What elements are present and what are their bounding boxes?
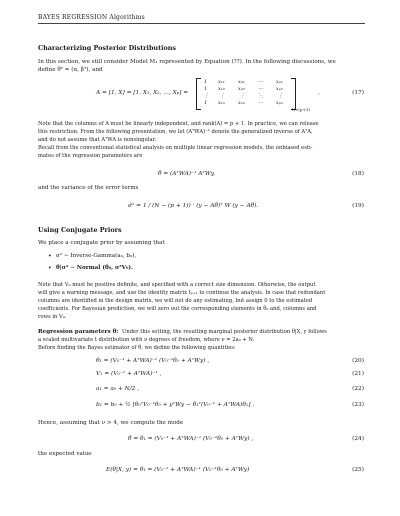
section-title-posterior: Characterizing Posterior Distributions xyxy=(38,44,176,52)
eq21-number: (21) xyxy=(352,371,364,377)
matrix-cell: ⋮ xyxy=(220,93,225,99)
para2-line2: this restriction. From the following presentation, we let (AᵀWA)⁻¹ denote the generalized inverse of AᵀA, xyxy=(38,129,313,135)
matrix-cell: x₁₂ xyxy=(218,86,225,92)
matrix-cell: xₚ₂ xyxy=(276,86,283,92)
para5-line2: will give a warning message, and use the identity matrix Iₚ₊₁ to continue the analysis. In case that redundant xyxy=(38,290,326,296)
bullet-dot-icon: • xyxy=(48,265,52,272)
para5-line4: coefficients. For Bayesian prediction, we will zero out the corresponding elements in θ₀ and, columns and xyxy=(38,306,317,312)
eq19-expr: σ̂² = 1 / (N − (p + 1)) · (y − Aθ̂)ᵀ W (y − Aθ̂). xyxy=(128,203,259,209)
para5-line5: rows in V₀. xyxy=(38,314,67,320)
matrix-cell: ⋮ xyxy=(240,93,245,99)
eq21-expr: V₁ = (V₀⁻¹ + AᵀWA)⁻¹ , xyxy=(96,371,162,377)
para1-line2: define θᵀ = (α, βᵀ), and xyxy=(38,67,103,73)
section-title-conjugate: Using Conjugate Priors xyxy=(38,226,122,234)
document-page: BAYES REGRESSION Algorithms Characterizing Posterior Distributions In this section, we still consider Model M₁ represented by Equation (??). In the following discussions, we define θᵀ = (α, βᵀ), and A = [1, X] = [1, X₁, X₂, …, Xₚ] = 1 x₁₁ x₂₁ ⋯ xₚ₁ 1 x₁₂ x₂₂ ⋯ xₚ₂ ⋮ ⋮ ⋮ ⋱ ⋮ 1 x₁ₙ x₂ₙ ⋯ xₚₙ N×(p+1) , (17) Note that the columns of A must be linearly independent, and rank(A) = p + 1. In practice, we can release this restriction. From the following presentation, we let (AᵀWA)⁻¹ denote the generalized inverse of AᵀA, and do not assume that AᵀWA is nonsingular. Recall from the conventional statistical analysis on multiple linear regression models, the unbiased esti- mates of the regression parameters are θ̂ = (AᵀWA)⁻¹ AᵀWy, (18) and the variance of the error terms σ̂² = 1 / (N − (p + 1)) · (y − Aθ̂)ᵀ W (y − Aθ̂). (19) Using Conjugate Priors We place a conjugate prior by assuming that • σ² ∼ Inverse-Gamma(a₀, b₀), • θ|σ² ∼ Normal (θ₀, σ²V₀). Note that V₀ must be positive definite, and specified with a correct size dimension. Otherwise, the output will give a warning message, and use the identity matrix Iₚ₊₁ to continue the analysis. In case that redundant columns are identified in the design matrix, we will not do any estimating, but assign 0 to the estimated coefficients. For Bayesian prediction, we will zero out the corresponding elements in θ₀ and, columns and rows in V₀. Regression parameters θ: Under this setting, the resulting marginal posterior distribution θ|X, y follows a scaled multivariate t distribution with ν degrees of freedom, where ν = 2a₀ + N. Before finding the Bayes estimator of θ, we define the following quantities: θ₁ = (V₀⁻¹ + AᵀWA)⁻¹ (V₀⁻¹θ₀ + AᵀWy) , (20) V₁ = (V₀⁻¹ + AᵀWA)⁻¹ , (21) a₁ = a₀ + N/2 , (22) b₁ = b₀ + ½ [θ₀ᵀV₀⁻¹θ₀ + yᵀWy − θ₁ᵀ(V₀⁻¹ + AᵀWA)θ₁] . (23) Hence, assuming that ν > 4, we compute the mode θ̃ = θ₁ = (V₀⁻¹ + AᵀWA)⁻¹ (V₀⁻¹θ₀ + AᵀWy) , (24) the expected value E(θ|X, y) = θ₁ = (V₀⁻¹ + AᵀWA)⁻¹ (V₀⁻¹θ₀ + AᵀWy) (25) xyxy=(38,14,364,473)
eq18-expr: θ̂ = (AᵀWA)⁻¹ AᵀWy, xyxy=(158,171,216,177)
matrix-cell: x₂₁ xyxy=(238,79,245,85)
eq19-number: (19) xyxy=(352,203,364,209)
design-matrix xyxy=(196,78,310,112)
prior-theta: θ|σ² ∼ Normal (θ₀, σ²V₀). xyxy=(56,265,134,271)
matrix-cell: ⋯ xyxy=(258,79,263,85)
matrix-cell: ⋯ xyxy=(258,100,263,106)
prior-sigma: σ² ∼ Inverse-Gamma(a₀, b₀), xyxy=(56,253,137,259)
matrix-cell: 1 xyxy=(204,79,208,85)
matrix-cell: 1 xyxy=(204,86,208,92)
para1-line1: In this section, we still consider Model M₁ represented by Equation (??). In the following discussions, we xyxy=(38,59,336,65)
eq22-expr: a₁ = a₀ + N/2 , xyxy=(96,386,140,392)
para8: the expected value xyxy=(38,451,92,457)
para5-line1: Note that V₀ must be positive definite, and specified with a correct size dimension. Otherwise, the output xyxy=(38,282,316,288)
para6-line2: a scaled multivariate t distribution with ν degrees of freedom, where ν = 2a₀ + N. xyxy=(38,337,255,343)
para5-line3: columns are identified in the design matrix, we will not do any estimating, but assign 0 to the estimated xyxy=(38,298,313,304)
running-head: BAYES REGRESSION Algorithms xyxy=(38,14,145,21)
para2-line3: and do not assume that AᵀWA is nonsingular. xyxy=(38,137,157,143)
para2-line4: Recall from the conventional statistical analysis on multiple linear regression models, the unbiased esti- xyxy=(38,145,313,151)
para2-line5: mates of the regression parameters are xyxy=(38,153,143,159)
matrix-left-bracket xyxy=(196,78,201,110)
para7: Hence, assuming that ν > 4, we compute the mode xyxy=(38,420,184,426)
bullet-dot-icon: • xyxy=(48,253,52,260)
matrix-cell: x₂₂ xyxy=(238,86,245,92)
para2-line1: Note that the columns of A must be linearly independent, and rank(A) = p + 1. In practice, we can release xyxy=(38,121,319,127)
eq20-expr: θ₁ = (V₀⁻¹ + AᵀWA)⁻¹ (V₀⁻¹θ₀ + AᵀWy) , xyxy=(96,358,210,364)
eq25-number: (25) xyxy=(352,467,364,473)
matrix-right-bracket xyxy=(291,78,296,110)
eq18-number: (18) xyxy=(352,171,364,177)
matrix-cell: x₁ₙ xyxy=(218,100,225,106)
para4: We place a conjugate prior by assuming that xyxy=(38,240,165,246)
matrix-cell: 1 xyxy=(204,100,208,106)
matrix-cell: ⋮ xyxy=(204,93,209,99)
eq17-lhs: A = [1, X] = [1, X₁, X₂, …, Xₚ] = xyxy=(96,90,189,96)
eq24-number: (24) xyxy=(352,436,364,442)
eq23-number: (23) xyxy=(352,402,364,408)
eq24-expr: θ̃ = θ₁ = (V₀⁻¹ + AᵀWA)⁻¹ (V₀⁻¹θ₀ + AᵀWy) , xyxy=(128,436,254,442)
eq17-number: (17) xyxy=(352,90,364,96)
para3: and the variance of the error terms xyxy=(38,185,139,191)
para6-line3: Before finding the Bayes estimator of θ, we define the following quantities: xyxy=(38,345,236,351)
eq25-expr: E(θ|X, y) = θ₁ = (V₀⁻¹ + AᵀWA)⁻¹ (V₀⁻¹θ₀ + AᵀWy) xyxy=(106,467,250,473)
matrix-cell: x₂ₙ xyxy=(238,100,245,106)
matrix-cell: xₚₙ xyxy=(276,100,283,106)
matrix-cell: ⋮ xyxy=(278,93,283,99)
regression-params-lead: Regression parameters θ: xyxy=(38,329,119,335)
eq20-number: (20) xyxy=(352,358,364,364)
matrix-cell: x₁₁ xyxy=(218,79,225,85)
para6-line1: Under this setting, the resulting marginal posterior distribution θ|X, y follows xyxy=(122,329,327,335)
eq23-expr: b₁ = b₀ + ½ [θ₀ᵀV₀⁻¹θ₀ + yᵀWy − θ₁ᵀ(V₀⁻¹ + AᵀWA)θ₁] . xyxy=(96,402,255,408)
matrix-cell: ⋱ xyxy=(258,93,263,99)
eq22-number: (22) xyxy=(352,386,364,392)
header-rule xyxy=(38,23,365,24)
matrix-cell: ⋯ xyxy=(258,86,263,92)
matrix-cell: xₚ₁ xyxy=(276,79,283,85)
matrix-dimension: N×(p+1) xyxy=(291,107,310,112)
